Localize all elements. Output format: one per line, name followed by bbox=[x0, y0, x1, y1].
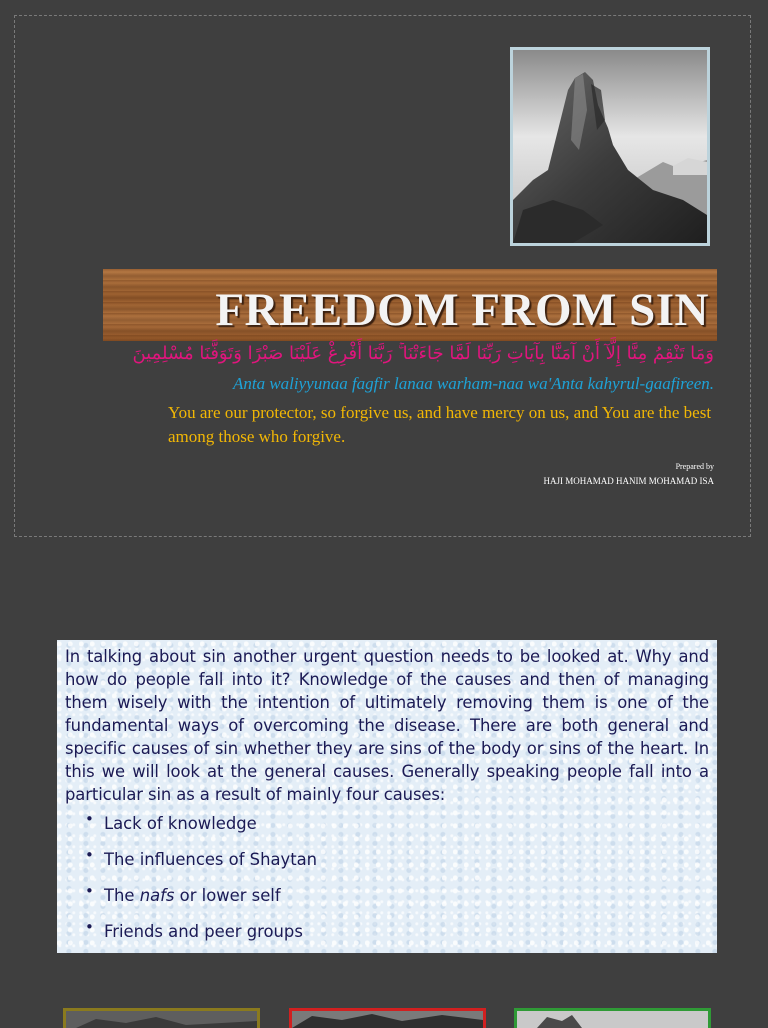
title-slide bbox=[14, 15, 751, 537]
arabic-verse: وَمَا تَنْقِمُ مِنَّا إِلَّآ أَنْ آمَنَّا بِآيَاتِ رَبِّنَا لَمَّا جَاءَتْنَا ۚ رَبَّنَا أَفْرِغْ عَلَيْنَا صَبْرًا وَتَوَفَّنَا مُسْلِمِينَ bbox=[132, 343, 714, 364]
next-slide-thumbnail-1[interactable] bbox=[63, 1008, 260, 1028]
thumbnail-image bbox=[66, 1011, 257, 1028]
bullet-icon: • bbox=[85, 810, 94, 828]
bullet-icon: • bbox=[85, 846, 94, 864]
rock-pinnacle-image bbox=[513, 50, 707, 243]
thumbnail-image bbox=[292, 1011, 483, 1028]
list-item-text: Friends and peer groups bbox=[104, 922, 303, 941]
list-item bbox=[85, 812, 709, 848]
title-banner bbox=[103, 269, 717, 341]
list-item-emphasis: nafs bbox=[139, 886, 175, 905]
next-slide-thumbnail-2[interactable] bbox=[289, 1008, 486, 1028]
translation: You are our protector, so forgive us, and have mercy on us, and You are the best among those who forgive. bbox=[168, 403, 712, 446]
thumbnail-image bbox=[517, 1011, 708, 1028]
author-name: HAJI MOHAMAD HANIM MOHAMAD ISA bbox=[543, 476, 714, 486]
list-item bbox=[85, 848, 709, 884]
bullet-icon: • bbox=[85, 918, 94, 936]
prepared-by-label: Prepared by bbox=[675, 462, 714, 471]
intro-paragraph: In talking about sin another urgent question needs to be looked at. Why and how do people fall into it? Knowledge of the causes and then of managing them wisely with the intention of ultimately removing them is one of the fundamental ways of overcoming the disease. There are both general and specific causes of sin whether they are sins of the body or sins of the heart. In this we will look at the general causes. Generally speaking people fall into a particular sin as a result of mainly four causes: bbox=[65, 647, 709, 804]
list-item bbox=[85, 920, 709, 956]
rock-pinnacle-photo bbox=[510, 47, 710, 246]
bullet-icon: • bbox=[85, 882, 94, 900]
causes-text-box bbox=[57, 640, 717, 953]
list-item-text-pre: The bbox=[104, 886, 140, 905]
list-item-text-post: or lower self bbox=[174, 886, 281, 905]
next-slide-thumbnail-3[interactable] bbox=[514, 1008, 711, 1028]
slide-title: FREEDOM FROM SIN bbox=[215, 284, 709, 336]
transliteration: Anta waliyyunaa fagfir lanaa warham-naa wa'Anta kahyrul-gaafireen. bbox=[232, 374, 714, 393]
list-item bbox=[85, 884, 709, 920]
list-item-text: The influences of Shaytan bbox=[104, 850, 318, 869]
list-item-text: Lack of knowledge bbox=[104, 814, 257, 833]
causes-list bbox=[65, 812, 709, 956]
